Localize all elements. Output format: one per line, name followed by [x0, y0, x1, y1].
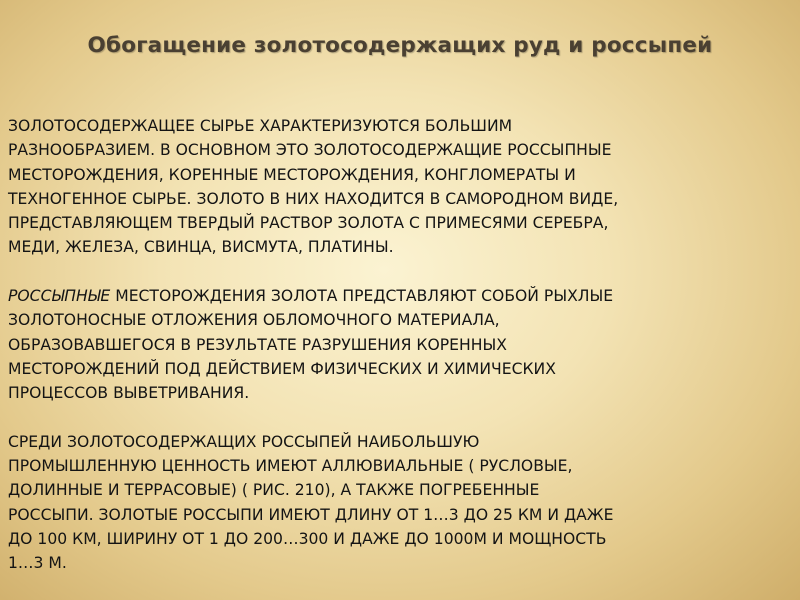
text-line: СРЕДИ ЗОЛОТОСОДЕРЖАЩИХ РОССЫПЕЙ НАИБОЛЬШУЮ: [8, 432, 480, 451]
text-line: ПРЕДСТАВЛЯЮЩЕМ ТВЕРДЫЙ РАСТВОР ЗОЛОТА С ПРИМЕСЯМИ СЕРЕБРА,: [8, 214, 609, 233]
text-line: ЗОЛОТОНОСНЫЕ ОТЛОЖЕНИЯ ОБЛОМОЧНОГО МАТЕРИАЛА,: [8, 311, 500, 330]
text-line: ПРОМЫШЛЕННУЮ ЦЕННОСТЬ ИМЕЮТ АЛЛЮВИАЛЬНЫЕ ( РУСЛОВЫЕ,: [8, 457, 573, 476]
text-line: ОБРАЗОВАВШЕГОСЯ В РЕЗУЛЬТАТЕ РАЗРУШЕНИЯ КОРЕННЫХ: [8, 335, 507, 354]
slide-content: [8, 114, 794, 600]
emphasis-term: РОССЫПНЫЕ: [8, 287, 111, 306]
text-line: ЗОЛОТОСОДЕРЖАЩЕЕ СЫРЬЕ ХАРАКТЕРИЗУЮТСЯ БОЛЬШИМ: [8, 117, 513, 135]
text-line: МЕСТОРОЖДЕНИЯ, КОРЕННЫЕ МЕСТОРОЖДЕНИЯ, КОНГЛОМЕРАТЫ И: [8, 165, 576, 184]
paragraph-alluvial-placers: [8, 430, 794, 576]
text-line: ТЕХНОГЕННОЕ СЫРЬЕ. ЗОЛОТО В НИХ НАХОДИТСЯ В САМОРОДНОМ ВИДЕ,: [8, 189, 619, 208]
text-line: РОССЫПИ. ЗОЛОТЫЕ РОССЫПИ ИМЕЮТ ДЛИНУ ОТ 1…3 ДО 25 КМ И ДАЖЕ: [8, 505, 614, 524]
text-line: МЕСТОРОЖДЕНИЙ ПОД ДЕЙСТВИЕМ ФИЗИЧЕСКИХ И ХИМИЧЕСКИХ: [8, 359, 556, 378]
text-fragment: МЕСТОРОЖДЕНИЯ ЗОЛОТА ПРЕДСТАВЛЯЮТ СОБОЙ РЫХЛЫЕ: [110, 287, 614, 306]
paragraph-placer-deposits: [8, 284, 794, 405]
text-line: РАЗНООБРАЗИЕМ. В ОСНОВНОМ ЭТО ЗОЛОТОСОДЕРЖАЩИЕ РОССЫПНЫЕ: [8, 141, 612, 160]
text-line: ДОЛИННЫЕ И ТЕРРАСОВЫЕ) ( РИС. 210), А ТАКЖЕ ПОГРЕБЕННЫЕ: [8, 481, 540, 500]
text-line: ПРОЦЕССОВ ВЫВЕТРИВАНИЯ.: [8, 384, 250, 403]
text-line: МЕДИ, ЖЕЛЕЗА, СВИНЦА, ВИСМУТА, ПЛАТИНЫ.: [8, 238, 394, 257]
text-line: [8, 284, 794, 308]
text-line: ДО 100 КМ, ШИРИНУ ОТ 1 ДО 200…300 И ДАЖЕ ДО 1000М И МОЩНОСТЬ: [8, 530, 607, 549]
slide-title: Обогащение золотосодержащих руд и россыпей: [87, 33, 713, 58]
text-line: 1…3 М.: [8, 554, 67, 573]
paragraph-gold-raw-materials: [8, 114, 794, 260]
